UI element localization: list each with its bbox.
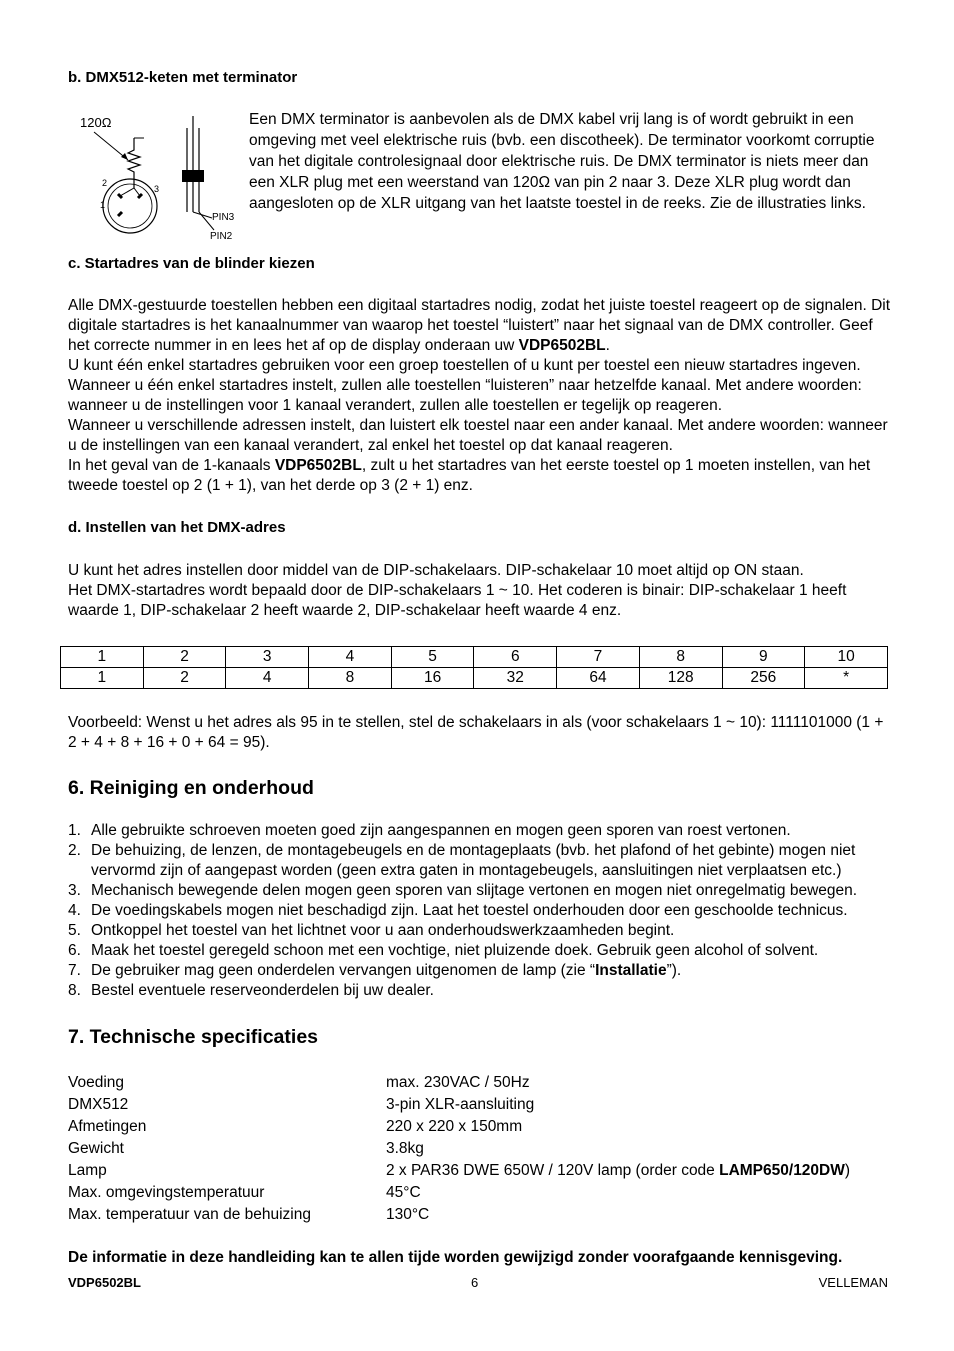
spec-row <box>68 1072 890 1094</box>
spec-key: Max. omgevingstemperatuur <box>68 1184 265 1201</box>
table-cell: 5 <box>391 647 474 668</box>
section-c-title: c. Startadres van de blinder kiezen <box>68 255 315 272</box>
list-item: 2. De behuizing, de lenzen, de montagebeugels en de montageplaats (bvb. het plafond of het gebinte) mogen niet vervormd zijn of aangepast worden (geen extra gaten in montagebeugels, aansluitingen niet verplaatsen etc.) <box>68 842 856 879</box>
list-item: 7. De gebruiker mag geen onderdelen vervangen uitgenomen de lamp (zie “Installatie”). <box>68 962 682 979</box>
ohm-pointer-head <box>121 153 128 160</box>
table-cell: 8 <box>639 647 722 668</box>
table-cell: 3 <box>226 647 309 668</box>
page-number: 6 <box>471 1275 479 1290</box>
spec-row <box>68 1116 890 1138</box>
pin3-pointer <box>193 212 212 218</box>
section-c-paragraph-1: Alle DMX-gestuurde toestellen hebben een digitaal startadres nodig, zodat het juiste toestel reageert op de signalen. Dit digitale startadres is het kanaalnummer van waarop het toestel “luistert” naar het signaal van de DMX controller. Geef het correcte nummer in en lees het af op de display onderaan uw VDP6502BL. <box>68 297 891 354</box>
spec-value: 2 x PAR36 DWE 650W / 120V lamp (order code LAMP650/120DW) <box>386 1162 851 1179</box>
table-cell: 10 <box>805 647 888 668</box>
list-item: 5. Ontkoppel het toestel van het lichtnet voor u aan onderhoudswerkzaamheden begint. <box>68 922 675 939</box>
pin-1-number: 1 <box>100 200 106 210</box>
section-d-body <box>68 561 890 621</box>
section-d-paragraph-1: U kunt het adres instellen door middel van de DIP-schakelaars. DIP-schakelaar 10 moet altijd op ON staan. <box>68 562 804 579</box>
table-cell: 2 <box>143 668 226 689</box>
section-c-body <box>68 296 890 496</box>
list-item: 3. Mechanisch bewegende delen mogen geen sporen van slijtage vertonen en mogen niet onregelmatig bewegen. <box>68 882 858 899</box>
section-c-paragraph-4: In het geval van de 1-kanaals VDP6502BL, zult u het startadres van het eerste toestel op 1 moeten instellen, van het tweede toestel op 2 (1 + 1), van het derde op 3 (2 + 1) enz. <box>68 457 871 494</box>
table-cell: * <box>805 668 888 689</box>
list-item: 4. De voedingskabels mogen niet beschadigd zijn. Laat het toestel onderhouden door een geschoolde technicus. <box>68 902 848 919</box>
dip-example: Voorbeeld: Wenst u het adres als 95 in te stellen, stel de schakelaars in als (voor schakelaars 1 ~ 10): 1111101000 (1 + 2 + 4 + 8 + 16 + 0 + 64 = 95). <box>68 714 884 751</box>
spec-key: Voeding <box>68 1074 125 1091</box>
spec-value: 45°C <box>386 1184 421 1201</box>
spec-value: 220 x 220 x 150mm <box>386 1118 523 1135</box>
spec-row <box>68 1094 890 1116</box>
spec-key: Afmetingen <box>68 1118 147 1135</box>
section-6-title: 6. Reiniging en onderhoud <box>68 777 314 799</box>
footer-brand: VELLEMAN <box>818 1275 888 1290</box>
spec-value: 130°C <box>386 1206 430 1223</box>
page-footer <box>68 1275 888 1291</box>
spec-row <box>68 1138 890 1160</box>
pin2-label: PIN2 <box>210 231 233 242</box>
table-row-switch-number <box>61 647 888 668</box>
spec-table <box>68 1072 890 1226</box>
table-cell: 16 <box>391 668 474 689</box>
table-cell: 1 <box>61 647 144 668</box>
list-item: 8. Bestel eventuele reserveonderdelen bij uw dealer. <box>68 982 434 999</box>
wire-to-pin-2 <box>120 188 134 196</box>
table-cell: 7 <box>557 647 640 668</box>
section-d-paragraph-2: Het DMX-startadres wordt bepaald door de DIP-schakelaars 1 ~ 10. Het coderen is binair: DIP-schakelaar 1 heeft waarde 1, DIP-schakelaar 2 heeft waarde 2, DIP-schakelaar heeft waarde 4 enz. <box>68 582 847 619</box>
footer-model: VDP6502BL <box>68 1275 141 1290</box>
product-code: VDP6502BL <box>518 337 606 354</box>
spec-row <box>68 1160 890 1182</box>
section-c-paragraph-2: U kunt één enkel startadres gebruiken voor een groep toestellen of u kunt per toestel een nieuw startadres ingeven. Wanneer u één enkel startadres instelt, zullen alle toestellen “luisteren” naar hetzelfde kanaal. Met andere woorden: wanneer u de instellingen voor 1 kanaal verandert, zullen alle toestellen er tegelijk op reageren. <box>68 357 862 414</box>
xlr-plug-outline <box>103 179 160 233</box>
spec-value: 3.8kg <box>386 1140 424 1157</box>
section-b-text: Een DMX terminator is aanbevolen als de DMX kabel vrij lang is of wordt gebruikt in een omgeving met veel elektrische ruis (bvb. een discotheek). De terminator voorkomt corruptie van het digitale controlesignaal door elektrische ruis. De DMX terminator is niets meer dan een XLR plug met een weerstand van 120Ω van pin 2 naar 3. Deze XLR plug wordt dan aangesloten op de XLR uitgang van het laatste toestel in de reeks. Zie de illustraties links. <box>249 111 875 212</box>
table-cell: 256 <box>722 668 805 689</box>
table-cell: 9 <box>722 647 805 668</box>
table-cell: 2 <box>143 647 226 668</box>
spec-row <box>68 1182 890 1204</box>
terminator-diagram <box>74 108 242 244</box>
table-cell: 8 <box>309 668 392 689</box>
spec-value: max. 230VAC / 50Hz <box>386 1074 530 1091</box>
spec-row <box>68 1204 890 1226</box>
pin-1-contact <box>118 212 122 216</box>
list-item: 6. Maak het toestel geregeld schoon met een vochtige, niet pluizende doek. Gebruik geen alcohol of solvent. <box>68 942 819 959</box>
pin-3-number: 3 <box>154 184 160 194</box>
section-7-title: 7. Technische specificaties <box>68 1026 319 1048</box>
dip-switch-table <box>60 646 888 689</box>
list-item: 1. Alle gebruikte schroeven moeten goed zijn aangespannen en mogen geen sporen van roest vertonen. <box>68 822 791 839</box>
section-d-title: d. Instellen van het DMX-adres <box>68 519 286 536</box>
spec-key: Max. temperatuur van de behuizing <box>68 1206 311 1223</box>
pin-2-number: 2 <box>102 178 108 188</box>
spec-key: Lamp <box>68 1162 107 1179</box>
table-cell: 1 <box>61 668 144 689</box>
maintenance-list <box>68 821 890 1001</box>
section-b-title: b. DMX512-keten met terminator <box>68 69 298 86</box>
table-cell: 64 <box>557 668 640 689</box>
ohm-label: 120Ω <box>80 115 112 130</box>
table-cell: 32 <box>474 668 557 689</box>
table-cell: 4 <box>309 647 392 668</box>
spec-key: DMX512 <box>68 1096 129 1113</box>
table-cell: 6 <box>474 647 557 668</box>
resistor-body <box>182 170 204 182</box>
wire-to-pin-3 <box>134 188 140 196</box>
spec-key: Gewicht <box>68 1140 124 1157</box>
change-notice: De informatie in deze handleiding kan te allen tijde worden gewijzigd zonder voorafgaande kennisgeving. <box>68 1249 843 1266</box>
xlr-terminator-illustration <box>74 108 242 244</box>
pin3-label: PIN3 <box>212 212 235 223</box>
table-cell: 4 <box>226 668 309 689</box>
table-cell: 128 <box>639 668 722 689</box>
product-code: VDP6502BL <box>274 457 362 474</box>
table-row-switch-value <box>61 668 888 689</box>
section-c-paragraph-3: Wanneer u verschillende adressen instelt, dan luistert elk toestel naar een ander kanaal. Met andere woorden: wanneer u de instellingen van een kanaal verandert, zal enkel het toestel op dat kanaal reageren. <box>68 417 888 454</box>
spec-value: 3-pin XLR-aansluiting <box>386 1096 535 1113</box>
